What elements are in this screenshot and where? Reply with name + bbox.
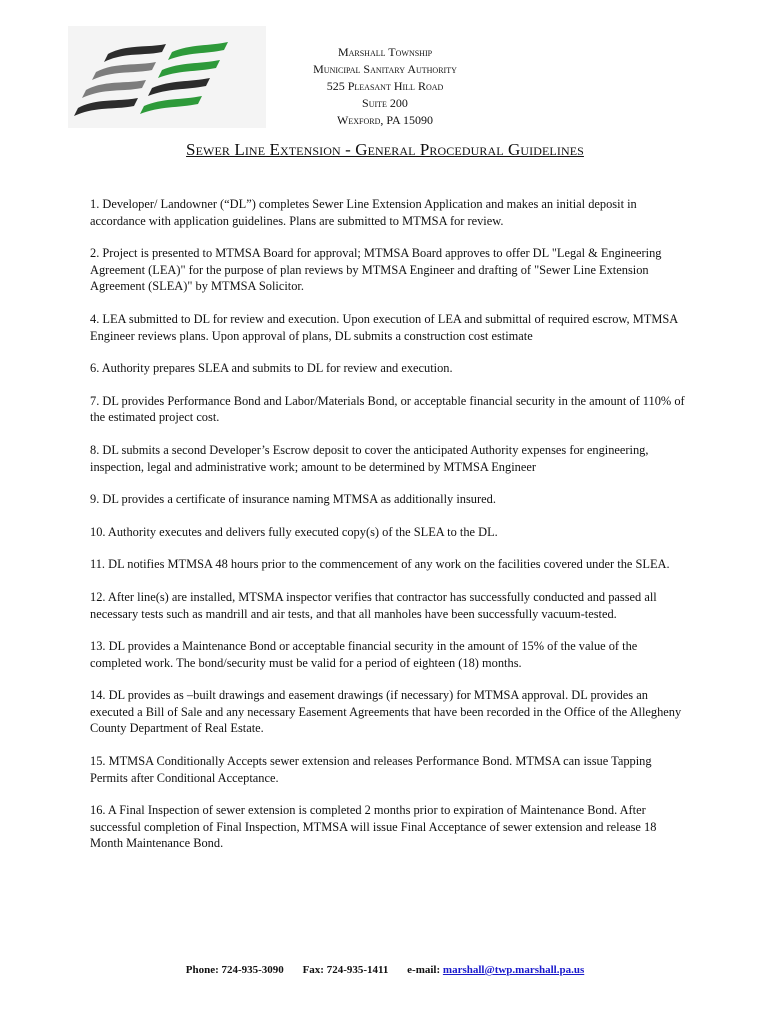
step-item: 4. LEA submitted to DL for review and execution. Upon execution of LEA and submittal of required escrow, MTMSA Engineer reviews plans. Upon approval of plans, DL submits a construction cost estimate (90, 311, 678, 343)
email-label: e-mail: (407, 964, 441, 976)
org-name-line-1: Marshall Township (337, 45, 433, 59)
step-item: 1. Developer/ Landowner (“DL”) completes Sewer Line Extension Application and makes an initial deposit in accordance with application guidelines. Plans are submitted to MTMSA for review. (90, 197, 637, 228)
step-item: 7. DL provides Performance Bond and Labor/Materials Bond, or acceptable financial security in the amount of 110% of the estimated project cost. (90, 393, 685, 425)
document-title: Sewer Line Extension - General Procedural Guidelines (186, 140, 584, 159)
phone-number: Phone: 724-935-3090 (185, 964, 284, 976)
step-item: 8. DL submits a second Developer’s Escrow deposit to cover the anticipated Authority expenses for engineering, inspection, legal and administrative work; amount to be determined by MTMSA Engineer (90, 442, 649, 474)
step-item: 9. DL provides a certificate of insurance naming MTMSA as additionally insured. (90, 492, 496, 507)
org-name-line-2: Municipal Sanitary Authority (313, 62, 457, 76)
step-item: 11. DL notifies MTMSA 48 hours prior to the commencement of any work on the facilities covered under the SLEA. (90, 557, 670, 572)
step-item: 12. After line(s) are installed, MTSMA inspector verifies that contractor has successfully conducted and passed all necessary tests such as mandrill and air tests, and that all manholes have been successfully vacuum-tested. (90, 589, 657, 621)
fax-number: Fax: 724-935-1411 (302, 964, 389, 976)
sewer-lines-logo-icon (68, 26, 266, 128)
email-link[interactable]: marshall@twp.marshall.pa.us (442, 964, 585, 976)
step-item: 10. Authority executes and delivers fully executed copy(s) of the SLEA to the DL. (90, 524, 498, 539)
email-contact (407, 964, 584, 976)
street-address: 525 Pleasant Hill Road (326, 79, 444, 93)
logo-graphic (68, 26, 266, 128)
step-item: 14. DL provides as –built drawings and easement drawings (if necessary) for MTMSA approval. DL provides an executed a Bill of Sale and any necessary Easement Agreements that have been recorded in the Office of the Allegheny County Department of Real Estate. (90, 688, 682, 736)
step-item: 2. Project is presented to MTMSA Board for approval; MTMSA Board approves to offer DL "Legal & Engineering Agreement (LEA)" for the purpose of plan reviews by MTMSA Engineer and drafting of "Sewer Line Extension Agreement (SLEA)" by MTMSA Solicitor. (90, 246, 662, 294)
step-item: 6. Authority prepares SLEA and submits to DL for review and execution. (90, 361, 453, 376)
guideline-steps (90, 196, 690, 868)
city-state-zip: Wexford, PA 15090 (337, 113, 433, 127)
step-item: 16. A Final Inspection of sewer extension is completed 2 months prior to expiration of Maintenance Bond. After successful completion of Final Inspection, MTMSA will issue Final Acceptance of sewer extension and release 18 Month Maintenance Bond. (90, 803, 657, 851)
step-item: 13. DL provides a Maintenance Bond or acceptable financial security in the amount of 15% of the value of the completed work. The bond/security must be valid for a period of eighteen (18) months. (90, 639, 638, 670)
suite: Suite 200 (362, 96, 408, 110)
letterhead (270, 44, 500, 129)
step-item: 15. MTMSA Conditionally Accepts sewer extension and releases Performance Bond. MTMSA can issue Tapping Permits after Conditional Acceptance. (90, 754, 652, 785)
contact-footer (0, 964, 770, 976)
